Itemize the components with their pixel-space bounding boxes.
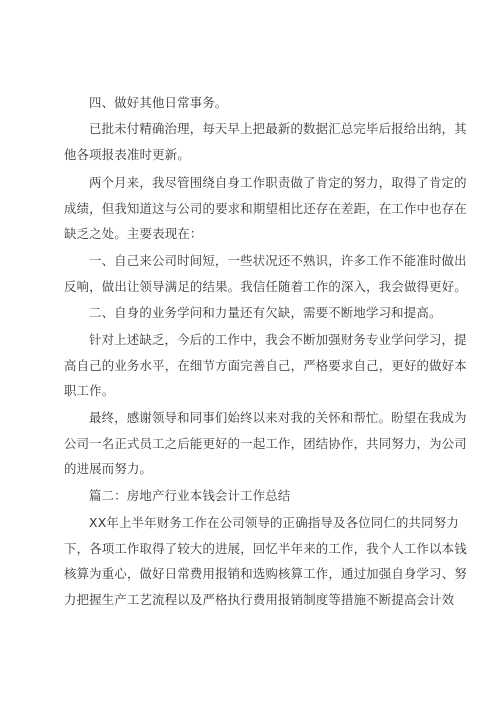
text-line: 四、做好其他日常事务。	[89, 95, 228, 110]
text-line: 成绩，但我知道这与公司的要求和期望相比还存在差距，在工作中也存在	[64, 200, 467, 216]
text-line: 一、自己来公司时间短，一些状况还不熟识，许多工作不能准时做出	[89, 253, 467, 268]
section-title-part-two	[64, 483, 436, 509]
paragraph-point-two	[64, 300, 442, 326]
text-line: 核算为重心，做好日常费用报销和选购核算工作，通过加强自身学习、努	[64, 566, 467, 581]
paragraph-improvement-plan	[64, 327, 467, 404]
text-line: 缺乏之处。主要表现在：	[64, 226, 203, 241]
text-line: 高自己的业务水平，在细节方面完善自己，严格要求自己，更好的做好本	[64, 357, 467, 373]
text-line: 二、自身的业务学问和力量还有欠缺，需要不断地学习和提高。	[89, 305, 442, 320]
paragraph-closing-thanks	[64, 405, 467, 482]
text-line: 他各项报表准时更新。	[64, 146, 190, 162]
section-heading-daily-affairs	[64, 90, 436, 116]
paragraph-two-months-summary	[64, 170, 467, 247]
paragraph-point-one	[64, 248, 467, 299]
text-line: 篇二：房地产行业本钱会计工作总结	[89, 488, 291, 503]
paragraph-payables	[64, 116, 467, 167]
text-line: 反响，做出让领导满足的结果。我信任随着工作的深入，我会做得更好。	[64, 278, 467, 294]
text-line: 针对上述缺乏，今后的工作中，我会不断加强财务专业学问学习，提	[89, 332, 467, 347]
text-line: 的进展而努力。	[64, 461, 153, 476]
text-line: 下，各项工作取得了较大的进展，回忆半年来的工作，我个人工作以本钱	[64, 540, 467, 556]
text-line: 两个月来，我尽管围绕自身工作职责做了肯定的努力，取得了肯定的	[89, 175, 467, 190]
paragraph-half-year-finance	[64, 510, 467, 612]
text-line: 最终，感谢领导和同事们始终以来对我的关怀和帮忙。盼望在我成为	[89, 410, 467, 425]
text-line: 公司一名正式员工之后能更好的一起工作，团结协作，共同努力，为公司	[64, 435, 467, 451]
text-line: XX年上半年财务工作在公司领导的正确指导及各位同仁的共同努力	[89, 515, 459, 530]
text-line: 力把握生产工艺流程以及严格执行费用报销制度等措施不断提高会计效	[64, 591, 455, 607]
text-line: 职工作。	[64, 383, 115, 398]
text-line: 已批未付精确治理，每天早上把最新的数据汇总完毕后报给出纳，其	[89, 121, 467, 136]
